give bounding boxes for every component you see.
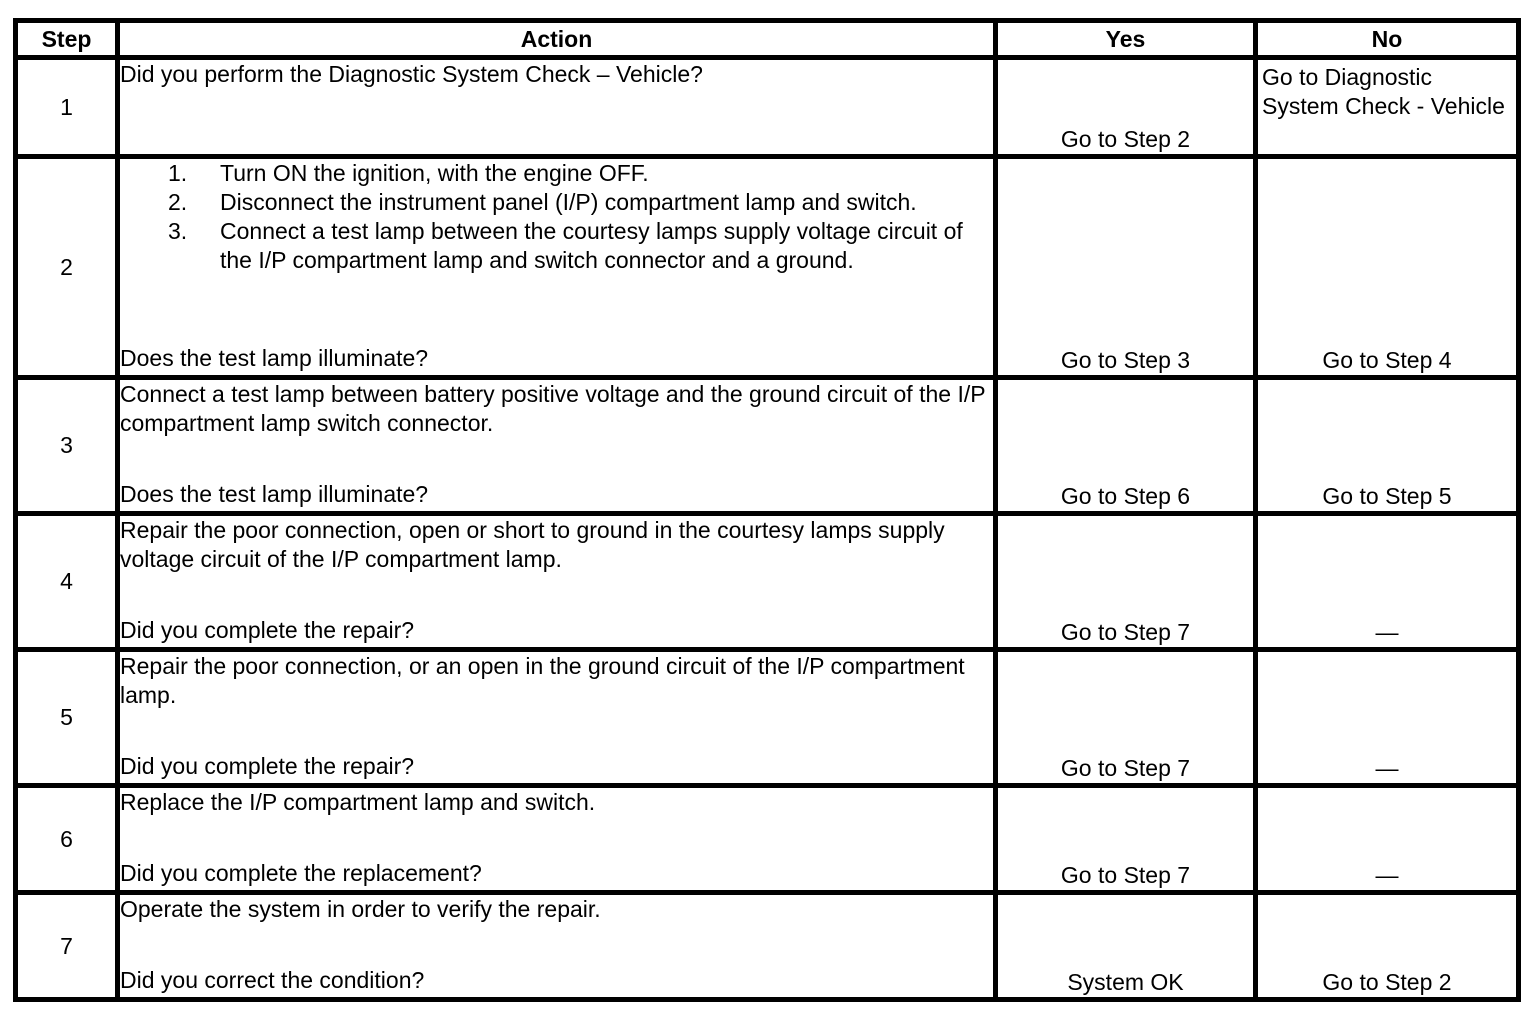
action-cell [118,650,996,786]
action-question: Does the test lamp illuminate? [120,345,429,371]
step-number: 5 [16,650,118,786]
diagnostic-table [13,18,1521,1002]
step-number: 2 [16,157,118,378]
list-item [168,159,993,188]
table-row [16,786,1519,893]
no-result: Go to Step 4 [1256,157,1519,378]
action-instruction: Did you perform the Diagnostic System Check – Vehicle? [120,61,703,87]
table-row [16,650,1519,786]
step-number: 1 [16,58,118,157]
list-item [168,188,993,217]
list-item [168,217,993,275]
step-number: 6 [16,786,118,893]
action-question: Does the test lamp illuminate? [120,481,429,507]
action-question: Did you complete the replacement? [120,860,482,886]
no-result: — [1256,650,1519,786]
yes-result: Go to Step 7 [996,786,1256,893]
no-result: Go to Step 2 [1256,893,1519,1000]
action-instruction: Replace the I/P compartment lamp and switch. [120,789,596,815]
action-cell [118,514,996,650]
step-number: 3 [16,378,118,514]
action-cell [118,157,996,378]
no-result: — [1256,786,1519,893]
yes-result: System OK [996,893,1256,1000]
action-question: Did you complete the repair? [120,753,415,779]
yes-result: Go to Step 7 [996,514,1256,650]
list-item-number: 1. [168,160,188,186]
action-question: Did you complete the repair? [120,617,415,643]
header-no: No [1256,21,1519,58]
step-number: 7 [16,893,118,1000]
header-yes: Yes [996,21,1256,58]
header-row [16,21,1519,58]
list-item-text: Turn ON the ignition, with the engine OFF. [220,160,649,186]
list-item-number: 2. [168,189,188,215]
action-instruction: Operate the system in order to verify the repair. [120,896,601,922]
action-instruction: Repair the poor connection, or an open in the ground circuit of the I/P compartment lamp. [120,653,965,708]
no-result: — [1256,514,1519,650]
header-action: Action [118,21,996,58]
yes-result: Go to Step 6 [996,378,1256,514]
list-item-text: Connect a test lamp between the courtesy lamps supply voltage circuit of the I/P compartment lamp and switch connector and a ground. [220,218,963,273]
table-row [16,893,1519,1000]
action-step-list [120,159,993,275]
action-cell [118,58,996,157]
action-cell [118,893,996,1000]
list-item-text: Disconnect the instrument panel (I/P) compartment lamp and switch. [220,189,917,215]
step-number: 4 [16,514,118,650]
table-row [16,378,1519,514]
table-row [16,157,1519,378]
action-instruction: Repair the poor connection, open or short to ground in the courtesy lamps supply voltage circuit of the I/P compartment lamp. [120,517,945,572]
no-result: Go to Step 5 [1256,378,1519,514]
table-row [16,514,1519,650]
yes-result: Go to Step 2 [996,58,1256,157]
action-cell [118,786,996,893]
action-question: Did you correct the condition? [120,967,425,993]
header-step: Step [16,21,118,58]
no-result: Go to Diagnostic System Check - Vehicle [1256,58,1519,157]
yes-result: Go to Step 7 [996,650,1256,786]
action-cell [118,378,996,514]
action-instruction: Connect a test lamp between battery positive voltage and the ground circuit of the I/P compartment lamp switch connector. [120,381,986,436]
yes-result: Go to Step 3 [996,157,1256,378]
table-row [16,58,1519,157]
list-item-number: 3. [168,218,188,244]
